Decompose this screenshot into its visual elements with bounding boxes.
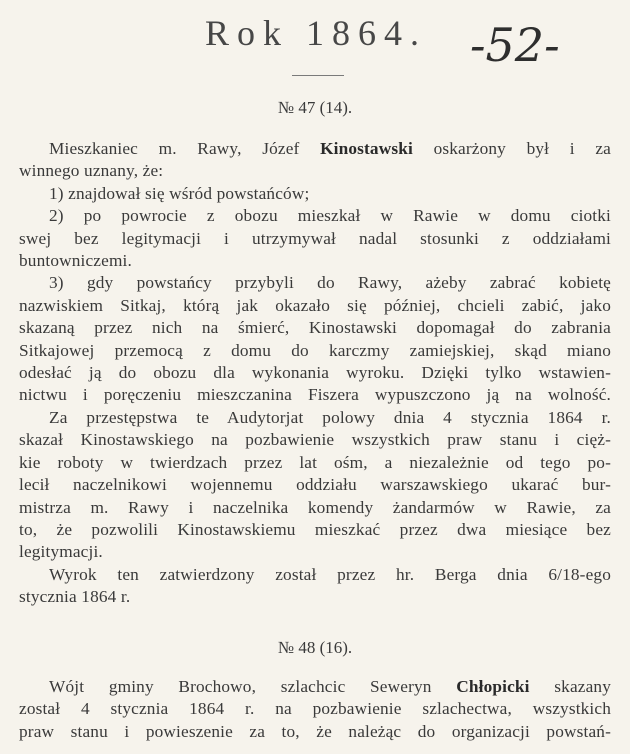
- text-line: został 4 stycznia 1864 r. na pozbawienie szlachectwa, wszystkich: [19, 699, 611, 719]
- case-text-48: [19, 676, 611, 743]
- text-line: mistrza m. Rawy i naczelnika komendy żandarmów w Rawie, za: [19, 497, 611, 517]
- defendant-name: Kinostawski: [320, 139, 413, 158]
- text-line: to, że pozwolili Kinostawskiemu mieszkać przez dwa miesiące bez: [19, 519, 611, 539]
- text-line: 1) znajdował się wśród powstańców;: [49, 183, 310, 203]
- title-divider: [292, 75, 344, 76]
- text-line: swej bez legitymacji i utrzymywał nadal stosunki z oddziałami: [19, 228, 611, 248]
- text-line: Mieszkaniec m. Rawy, Józef Kinostawski oskarżony był i za: [49, 139, 611, 158]
- defendant-name: Chłopicki: [456, 677, 530, 696]
- handwritten-page-number: -52-: [470, 18, 560, 72]
- text-line: legitymacji.: [19, 542, 103, 562]
- text-line: winnego uznany, że:: [19, 161, 164, 181]
- text-line: lecił naczelnikowi wojennemu oddziału warszawskiego ukarać bur-: [19, 475, 611, 495]
- text-line: Wyrok ten zatwierdzony został przez hr. Berga dnia 6/18-ego: [49, 564, 611, 584]
- text-line: nictwu i poręczeniu mieszczanina Fiszera wypuszczono ją na wolność.: [19, 385, 611, 405]
- case-heading-47: № 47 (14).: [277, 98, 353, 117]
- case-text-47: [19, 138, 611, 609]
- page-title: Rok 1864.: [205, 13, 428, 53]
- text-line: skazał Kinostawskiego na pozbawienie wszystkich praw stanu i cięż-: [19, 430, 611, 450]
- text-line: nazwiskiem Sitkaj, którą jak okazało się później, chcieli zabić, jako: [19, 295, 611, 315]
- text-line: Sitkajowej przemocą z domu do karczmy zamiejskiej, skąd miano: [19, 340, 611, 360]
- text-line: kie roboty w twierdzach przez lat ośm, a niezależnie od tego po-: [19, 452, 611, 472]
- text-line: 3) gdy powstańcy przybyli do Rawy, ażeby zabrać kobietę: [49, 273, 611, 293]
- text-line: Wójt gminy Brochowo, szlachcic Seweryn Chłopicki skazany: [49, 677, 611, 696]
- text-line: praw stanu i powieszenie za to, że należąc do organizacji powstań-: [19, 721, 611, 741]
- text-line: odesłać ją do obozu dla wykonania wyroku. Dzięki tylko wstawien-: [19, 363, 611, 383]
- text-line: 2) po powrocie z obozu mieszkał w Rawie w domu ciotki: [49, 206, 611, 226]
- text-line: stycznia 1864 r.: [19, 587, 131, 607]
- text-line: buntowniczemi.: [19, 251, 132, 271]
- text-line: skazaną przez nich na śmierć, Kinostawski dopomagał do zabrania: [19, 318, 611, 338]
- text-line: Za przestępstwa te Audytorjat polowy dnia 4 stycznia 1864 r.: [49, 407, 611, 427]
- case-heading-48: № 48 (16).: [277, 638, 353, 657]
